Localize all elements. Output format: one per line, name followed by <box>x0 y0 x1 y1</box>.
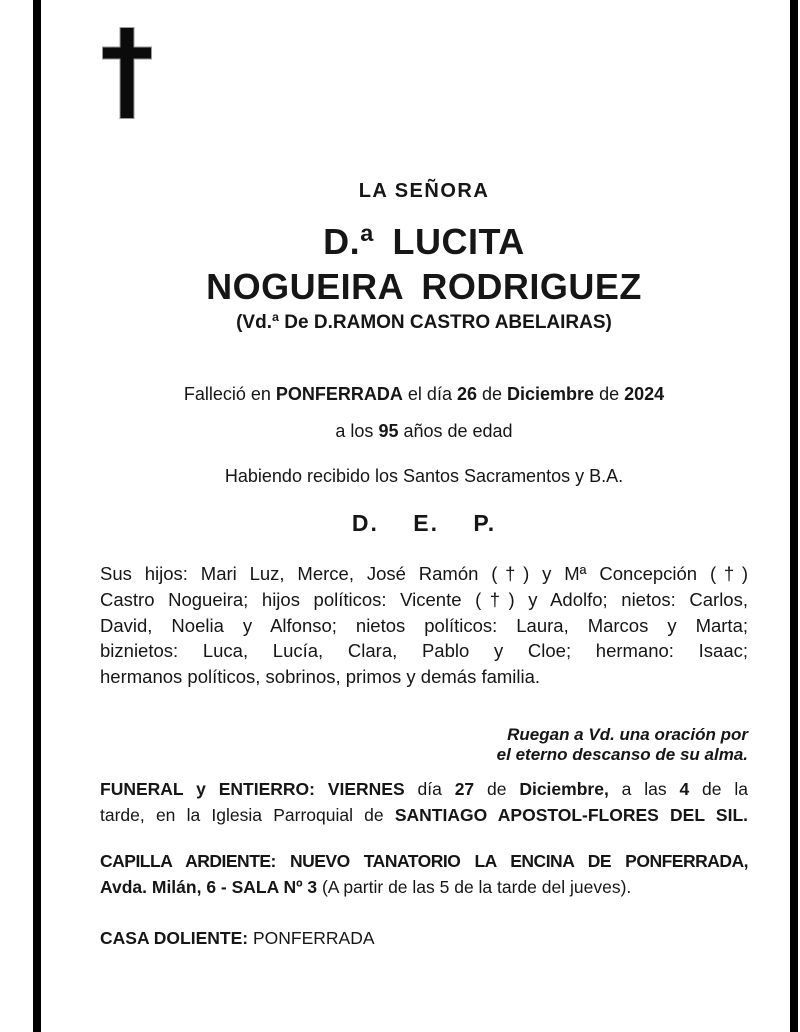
dep-abbreviation: D. E. P. <box>351 510 497 536</box>
prayer-line: Ruegan a Vd. una oración por <box>507 725 748 744</box>
widow-of-line: (Vd.ª De D.RAMON CASTRO ABELAIRAS) <box>236 312 612 333</box>
capilla-line: CAPILLA ARDIENTE: NUEVO TANATORIO LA ENCINA DE PONFERRADA, <box>100 851 748 871</box>
sacraments-line: Habiendo recibido los Santos Sacramentos y B.A. <box>224 466 624 486</box>
funeral-section <box>100 777 748 828</box>
age-line: a los 95 años de edad <box>335 421 513 441</box>
funeral-line: tarde, en la Iglesia Parroquial de SANTIAGO APOSTOL-FLORES DEL SIL. <box>100 804 748 825</box>
left-border-rule <box>33 0 41 1032</box>
deceased-name-line1: D.ª LUCITA <box>323 221 525 262</box>
family-line: Sus hijos: Mari Luz, Merce, José Ramón (†) y Mª Concepción (†) <box>100 563 748 584</box>
cross-icon <box>102 27 152 119</box>
deceased-name-line2: NOGUEIRA RODRIGUEZ <box>206 266 642 307</box>
capilla-ardiente-section <box>100 849 748 900</box>
family-line: biznietos: Luca, Lucía, Clara, Pablo y Cloe; hermano: Isaac; <box>100 640 748 662</box>
prayer-lines <box>100 725 748 765</box>
family-paragraph <box>100 561 748 690</box>
casa-doliente-line: CASA DOLIENTE: PONFERRADA <box>100 928 375 948</box>
family-line: David, Noelia y Alfonso; nietos políticos: Laura, Marcos y Marta; <box>100 614 748 636</box>
family-line: Castro Nogueira; hijos políticos: Vicente (†) y Adolfo; nietos: Carlos, <box>100 588 748 610</box>
death-place-date-line: Falleció en PONFERRADA el día 26 de Diciembre de 2024 <box>183 384 665 404</box>
prayer-line: el eterno descanso de su alma. <box>496 745 748 764</box>
right-border-rule <box>790 0 798 1032</box>
capilla-line: Avda. Milán, 6 - SALA Nº 3 (A partir de las 5 de la tarde del jueves). <box>100 876 632 897</box>
family-line: hermanos políticos, sobrinos, primos y demás familia. <box>100 666 541 688</box>
funeral-line: FUNERAL y ENTIERRO: VIERNES día 27 de Diciembre, a las 4 de la <box>100 779 748 799</box>
honorific-title: LA SEÑORA <box>358 180 490 202</box>
